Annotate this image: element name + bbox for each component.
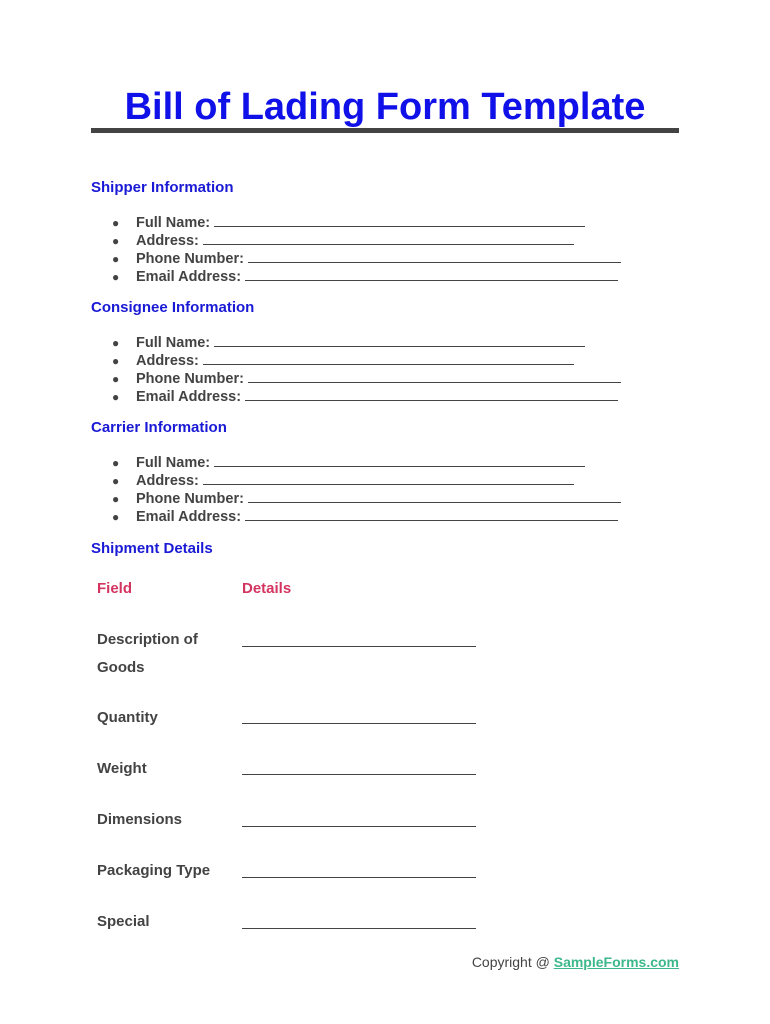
- table-row-label: Weight: [97, 760, 147, 777]
- details-blank-line[interactable]: [242, 646, 476, 647]
- page-title: Bill of Lading Form Template: [124, 86, 646, 128]
- details-blank-line[interactable]: [242, 826, 476, 827]
- copyright-prefix: Copyright @: [471, 954, 554, 970]
- bullet-icon: ●: [112, 270, 120, 284]
- bullet-icon: ●: [112, 354, 120, 368]
- shipper-field-list: [112, 212, 621, 284]
- details-blank-line[interactable]: [242, 723, 476, 724]
- bullet-icon: ●: [112, 474, 120, 488]
- sampleforms-link[interactable]: SampleForms.com: [553, 954, 679, 970]
- blank-line-field[interactable]: [248, 368, 621, 383]
- table-header-field: Field: [97, 580, 133, 597]
- title-underline: [91, 128, 679, 133]
- consignee-field-list: [112, 332, 621, 404]
- list-item: [112, 230, 621, 248]
- field-label: Address:: [136, 233, 199, 249]
- list-item: [112, 212, 621, 230]
- list-item: [112, 506, 621, 524]
- blank-line-field[interactable]: [245, 506, 618, 521]
- list-item: [112, 350, 621, 368]
- details-blank-line[interactable]: [242, 774, 476, 775]
- bullet-icon: ●: [112, 336, 120, 350]
- table-row-label: Description of Goods: [97, 631, 198, 676]
- bullet-icon: ●: [112, 234, 120, 248]
- section-heading-carrier: Carrier Information: [91, 419, 227, 436]
- list-item: [112, 470, 621, 488]
- field-label: Email Address:: [136, 269, 242, 285]
- field-label: Full Name:: [136, 215, 211, 231]
- field-label: Phone Number:: [136, 251, 244, 267]
- blank-line-field[interactable]: [214, 212, 585, 227]
- blank-line-field[interactable]: [203, 470, 574, 485]
- blank-line-field[interactable]: [214, 452, 585, 467]
- list-item: [112, 332, 621, 350]
- blank-line-field[interactable]: [203, 230, 574, 245]
- bullet-icon: ●: [112, 390, 120, 404]
- blank-line-field[interactable]: [214, 332, 585, 347]
- blank-line-field[interactable]: [248, 248, 621, 263]
- table-row-label: Dimensions: [97, 811, 183, 828]
- footer-copyright: [472, 953, 679, 971]
- field-label: Full Name:: [136, 335, 211, 351]
- blank-line-field[interactable]: [245, 266, 618, 281]
- list-item: [112, 452, 621, 470]
- table-row-label: Packaging Type: [97, 862, 211, 879]
- field-label: Phone Number:: [136, 491, 244, 507]
- bullet-icon: ●: [112, 456, 120, 470]
- table-row-label: Special: [97, 913, 150, 930]
- details-blank-line[interactable]: [242, 877, 476, 878]
- bullet-icon: ●: [112, 216, 120, 230]
- list-item: [112, 386, 621, 404]
- blank-line-field[interactable]: [245, 386, 618, 401]
- list-item: [112, 368, 621, 386]
- table-row-label: Quantity: [97, 709, 158, 726]
- details-blank-line[interactable]: [242, 928, 476, 929]
- table-header-details: Details: [242, 580, 292, 597]
- bullet-icon: ●: [112, 372, 120, 386]
- bullet-icon: ●: [112, 492, 120, 506]
- blank-line-field[interactable]: [248, 488, 621, 503]
- field-label: Email Address:: [136, 389, 242, 405]
- list-item: [112, 248, 621, 266]
- section-heading-shipment: Shipment Details: [91, 540, 213, 557]
- field-label: Full Name:: [136, 455, 211, 471]
- bullet-icon: ●: [112, 510, 120, 524]
- field-label: Address:: [136, 473, 199, 489]
- list-item: [112, 488, 621, 506]
- field-label: Phone Number:: [136, 371, 244, 387]
- bullet-icon: ●: [112, 252, 120, 266]
- list-item: [112, 266, 621, 284]
- carrier-field-list: [112, 452, 621, 524]
- blank-line-field[interactable]: [203, 350, 574, 365]
- section-heading-consignee: Consignee Information: [91, 299, 255, 316]
- field-label: Email Address:: [136, 509, 242, 525]
- section-heading-shipper: Shipper Information: [91, 179, 234, 196]
- field-label: Address:: [136, 353, 199, 369]
